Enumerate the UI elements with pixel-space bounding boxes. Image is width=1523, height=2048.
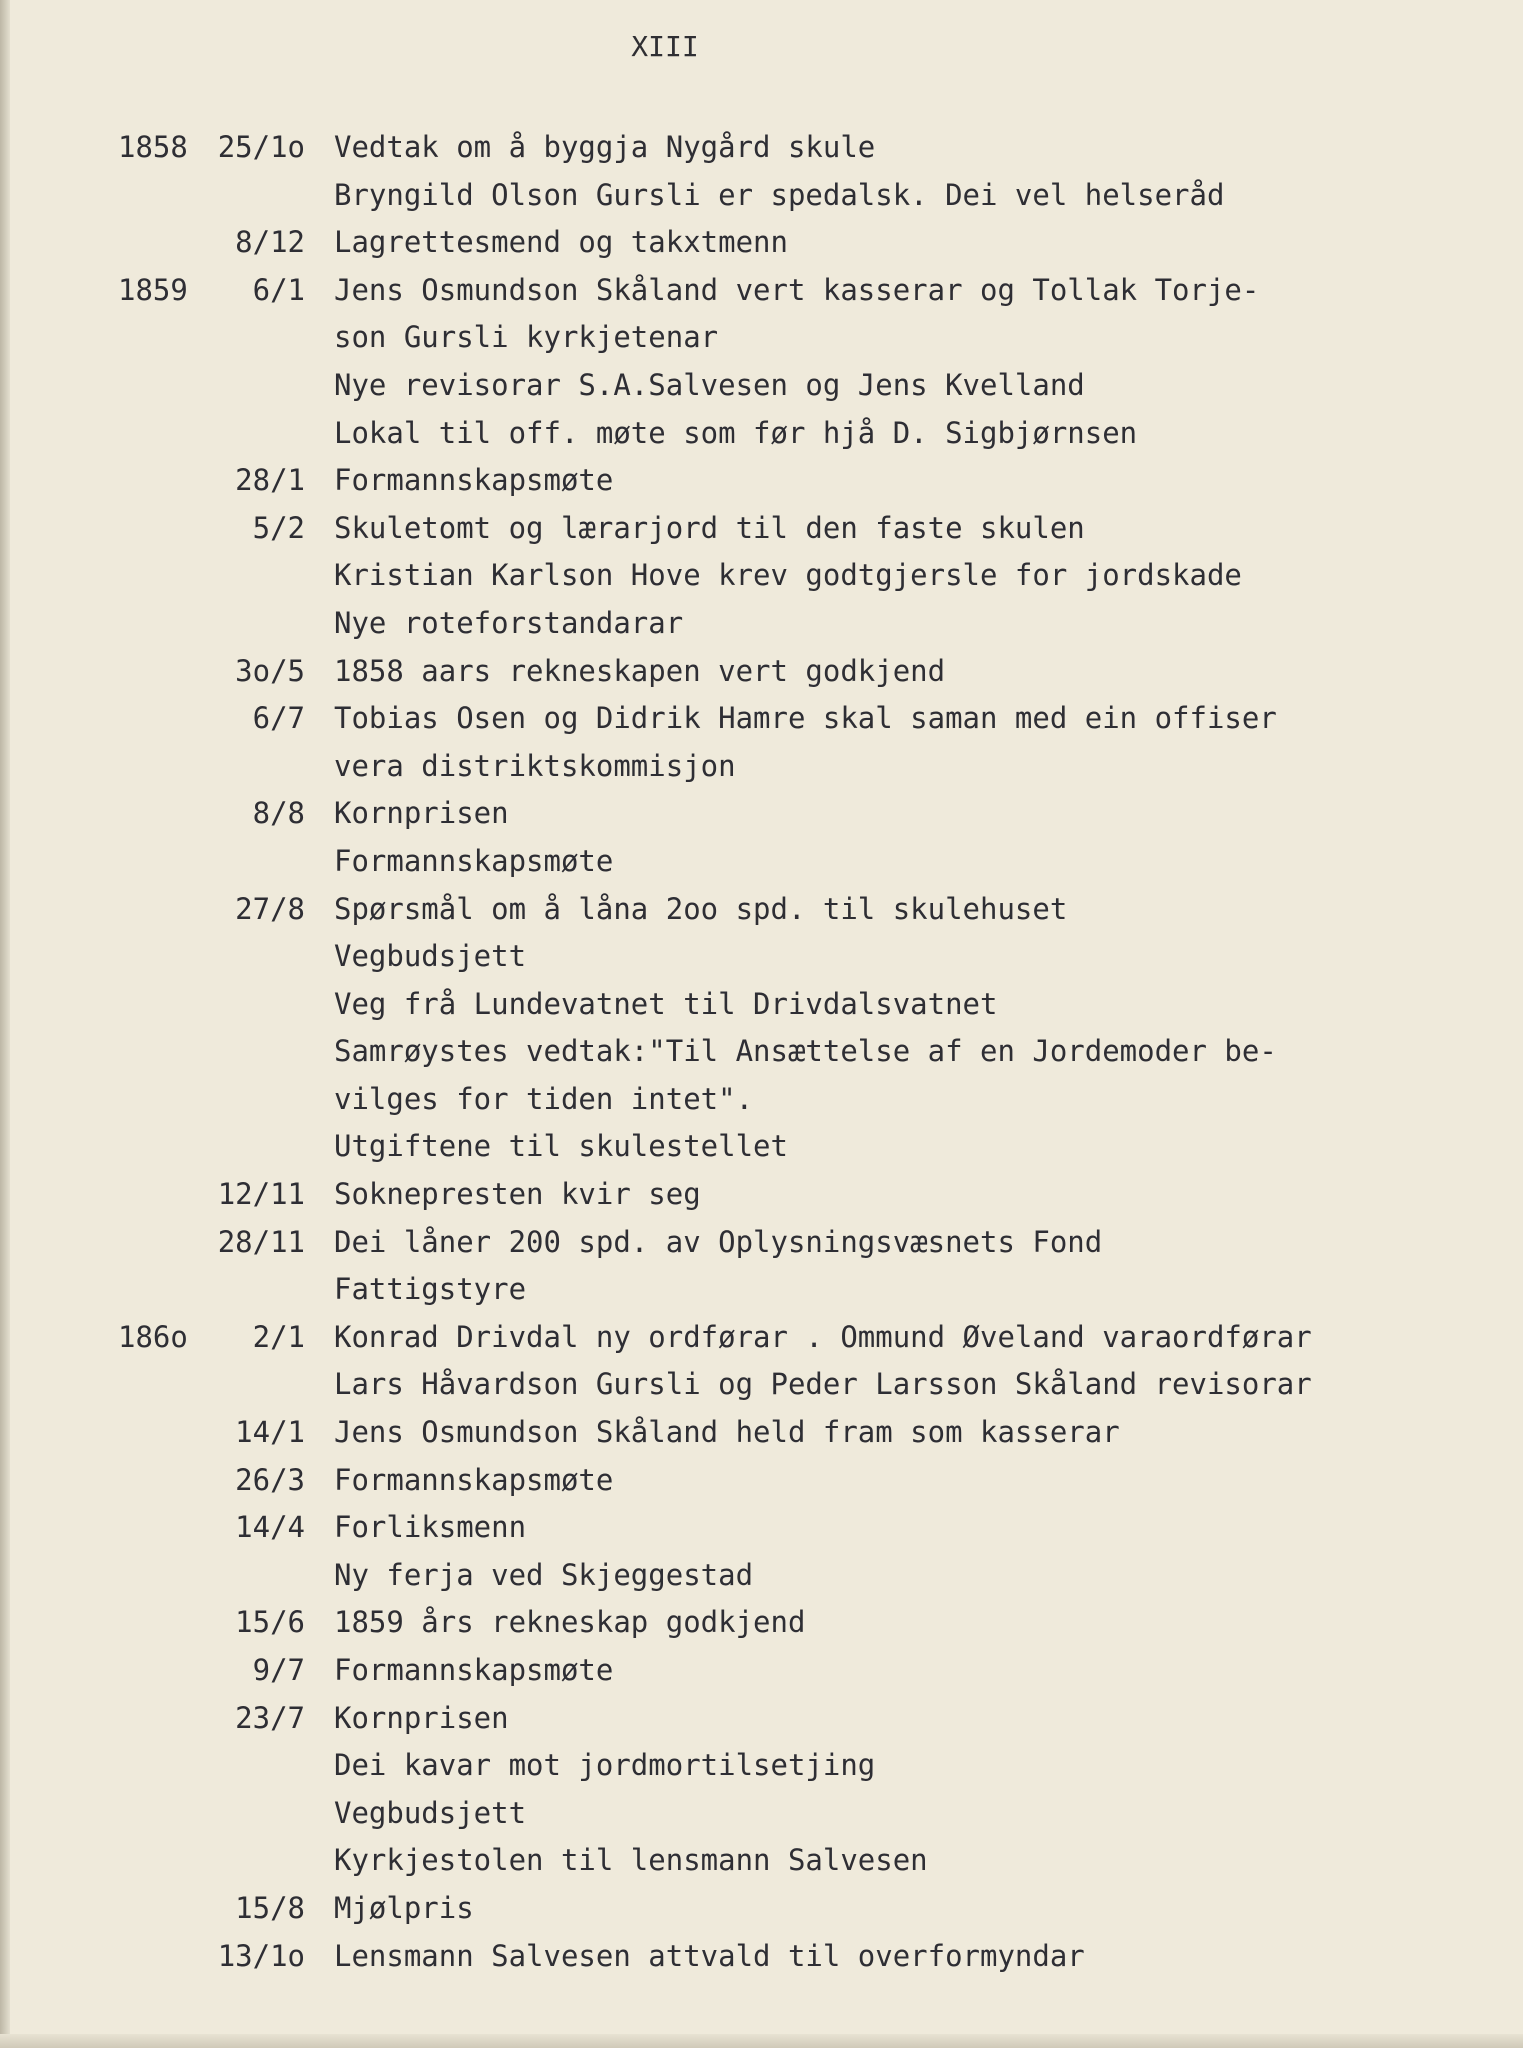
list-item — [0, 646, 1523, 694]
entry-text: Formannskapsmøte — [334, 463, 614, 498]
list-item — [0, 836, 1523, 884]
list-item — [0, 1597, 1523, 1645]
entry-text: Kornprisen — [334, 796, 509, 831]
entry-date: 3o/5 — [235, 653, 305, 688]
list-item — [0, 1693, 1523, 1741]
entry-text: Jens Osmundson Skåland held fram som kasserar — [334, 1415, 1120, 1450]
list-item — [0, 1407, 1523, 1455]
list-item — [0, 1312, 1523, 1360]
list-item — [0, 455, 1523, 503]
entry-text: vilges for tiden intet". — [334, 1081, 754, 1116]
entry-text: Kornprisen — [334, 1700, 509, 1735]
list-item — [0, 1455, 1523, 1503]
entry-text: Lars Håvardson Gursli og Peder Larsson Skåland revisorar — [334, 1367, 1312, 1402]
entry-text: Samrøystes vedtak:"Til Ansættelse af en Jordemoder be- — [334, 1034, 1277, 1069]
entry-year: 1859 — [118, 272, 188, 307]
list-item — [0, 788, 1523, 836]
entry-date: 9/7 — [252, 1653, 305, 1687]
entry-text: Fattigstyre — [334, 1272, 527, 1307]
list-item — [0, 693, 1523, 741]
entry-date: 6/1 — [252, 272, 305, 307]
list-item — [0, 1217, 1523, 1265]
list-item — [0, 312, 1523, 360]
entry-text: Vegbudsjett — [334, 939, 527, 974]
list-item — [0, 550, 1523, 598]
entry-text: Kyrkjestolen til lensmann Salvesen — [334, 1843, 928, 1878]
entry-text: 1859 års rekneskap godkjend — [334, 1605, 806, 1640]
entry-date: 26/3 — [235, 1462, 305, 1497]
entry-date: 5/2 — [252, 510, 305, 545]
entry-text: Nye revisorar S.A.Salvesen og Jens Kvelland — [334, 367, 1085, 402]
entry-text: Lensmann Salvesen attvald til overformyndar — [334, 1938, 1085, 1973]
list-item — [0, 1121, 1523, 1169]
list-item — [0, 1550, 1523, 1598]
entry-date: 27/8 — [235, 891, 305, 926]
list-item — [0, 1788, 1523, 1836]
list-item — [0, 1026, 1523, 1074]
entry-text: Formannskapsmøte — [334, 843, 614, 878]
entry-date: 8/8 — [252, 796, 305, 831]
page-number: XIII — [631, 30, 699, 63]
entry-text: Bryngild Olson Gursli er spedalsk. Dei vel helseråd — [334, 177, 1225, 212]
entry-text: Vedtak om å byggja Nygård skule — [334, 130, 876, 164]
entry-date: 23/7 — [235, 1700, 305, 1735]
list-item — [0, 1074, 1523, 1122]
entry-date: 6/7 — [252, 701, 305, 736]
list-item — [0, 503, 1523, 551]
entry-text: Soknepresten kvir seg — [334, 1177, 701, 1212]
list-item — [0, 931, 1523, 979]
list-item — [0, 1740, 1523, 1788]
entry-text: Formannskapsmøte — [334, 1462, 614, 1497]
entry-text: Spørsmål om å låna 2oo spd. til skulehuset — [334, 891, 1068, 926]
list-item — [0, 1883, 1523, 1931]
entry-text: 1858 aars rekneskapen vert godkjend — [334, 653, 946, 688]
entry-text: Dei kavar mot jordmortilsetjing — [334, 1748, 876, 1783]
list-item — [0, 598, 1523, 646]
list-item — [0, 1645, 1523, 1693]
entry-date: 15/6 — [235, 1605, 305, 1640]
list-item — [0, 979, 1523, 1027]
entry-text: Mjølpris — [334, 1890, 474, 1925]
entry-text: Skuletomt og lærarjord til den faste skulen — [334, 510, 1085, 545]
entry-date: 12/11 — [217, 1177, 305, 1212]
list-item — [0, 1931, 1523, 1979]
entry-text: Lokal til off. møte som før hjå D. Sigbjørnsen — [334, 415, 1138, 450]
entry-date: 25/1o — [217, 130, 305, 164]
entry-text: Kristian Karlson Hove krev godtgjersle for jordskade — [334, 558, 1242, 593]
entry-text: Dei låner 200 spd. av Oplysningsvæsnets Fond — [334, 1224, 1103, 1259]
list-item — [0, 170, 1523, 218]
list-item — [0, 408, 1523, 456]
list-item — [0, 1835, 1523, 1883]
list-item — [0, 217, 1523, 265]
entry-text: Veg frå Lundevatnet til Drivdalsvatnet — [334, 986, 998, 1021]
entry-text: Nye roteforstandarar — [334, 605, 684, 640]
entry-date: 8/12 — [235, 225, 305, 260]
entry-text: Jens Osmundson Skåland vert kasserar og Tollak Torje- — [334, 272, 1260, 307]
entry-text: Lagrettesmend og takxtmenn — [334, 225, 788, 260]
entry-date: 14/4 — [235, 1510, 305, 1545]
entry-date: 2/1 — [252, 1319, 305, 1354]
entry-text: Forliksmenn — [334, 1510, 527, 1545]
list-item — [0, 1169, 1523, 1217]
entry-year: 1858 — [118, 130, 188, 164]
entry-text: Konrad Drivdal ny ordførar . Ommund Øveland varaordførar — [334, 1319, 1312, 1354]
entry-text: son Gursli kyrkjetenar — [334, 320, 719, 355]
entry-date: 14/1 — [235, 1415, 305, 1450]
entry-date: 28/1 — [235, 463, 305, 498]
entry-date: 13/1o — [217, 1938, 305, 1973]
list-item — [0, 884, 1523, 932]
list-item — [0, 122, 1523, 170]
entry-text: Ny ferja ved Skjeggestad — [334, 1557, 754, 1592]
list-item — [0, 1264, 1523, 1312]
entry-text: vera distriktskommisjon — [334, 748, 736, 783]
entry-text: Formannskapsmøte — [334, 1653, 614, 1687]
entry-date: 28/11 — [217, 1224, 305, 1259]
list-item — [0, 360, 1523, 408]
page-bottom-edge — [0, 2034, 1523, 2048]
entry-text: Tobias Osen og Didrik Hamre skal saman med ein offiser — [334, 701, 1277, 736]
entry-date: 15/8 — [235, 1890, 305, 1925]
list-item — [0, 741, 1523, 789]
entry-year: 186o — [118, 1319, 188, 1354]
entry-text: Vegbudsjett — [334, 1795, 527, 1830]
list-item — [0, 1502, 1523, 1550]
list-item — [0, 265, 1523, 313]
entry-list — [0, 122, 1523, 1978]
list-item — [0, 1359, 1523, 1407]
entry-text: Utgiftene til skulestellet — [334, 1129, 788, 1164]
